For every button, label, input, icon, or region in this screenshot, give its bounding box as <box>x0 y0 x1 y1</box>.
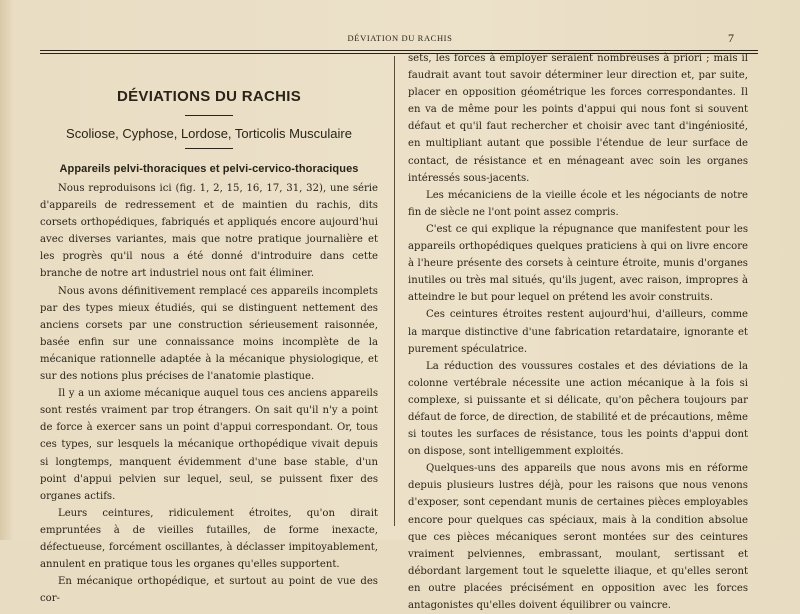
paragraph: Il y a un axiome mécanique auquel tous ces anciens appareils sont restés vraiment par trop étrangers. On sait qu'il n'y a point de force à exercer sans un point d'appui correspondant. Or, tous ces types, sur lesquels la mécanique orthopédique vivait depuis si longtemps, manquent évidemment d'une base stable, d'un point d'appui pelvien sur lequel, seul, se puissent fixer des organes actifs. <box>40 388 378 502</box>
paragraph: C'est ce qui explique la répugnance que manifestent pour les appareils orthopédiques quelques praticiens à qui on livre encore à l'heure présente des corsets à ceinture étroite, munis d'organes inutiles ou très mal situés, qu'ils jugent, avec raison, impropres à atteindre le but pour lequel on prétend les avoir construits. <box>408 223 748 304</box>
chapter-title: DÉVIATIONS DU RACHIS <box>116 88 302 105</box>
paragraph: Nous reproduisons ici (fig. 1, 2, 15, 16, 17, 31, 32), une série d'appareils de redressement et de maintien du rachis, dits corsets orthopédiques, fabriqués et appliqués encore aujourd'hui avec diverses variantes, mais que notre pratique journalière et les progrès qu'il nous a été donné d'introduire dans cette branche de notre art industriel nous ont fait éliminer. <box>40 183 378 280</box>
running-title: DÉVIATION DU RACHIS <box>347 33 453 43</box>
title-rule <box>185 115 233 116</box>
paragraph: Les mécaniciens de la vieille école et les négociants de notre fin de siècle ne l'ont point assez compris. <box>408 189 748 218</box>
paragraph: sets, les forces à employer seraient nombreuses à priori ; mais il faudrait avant tout savoir déterminer leur direction et, par suite, placer en opposition géométrique les forces correspondantes. Il en va de même pour les points d'appui qui nous font si souvent défaut et qu'il faut rechercher et choisir avec tant d'ingéniosité, en multipliant autant que possible l'étendue de leur surface de contact, de résistance et en ménageant avec soin les organes intéressés sous-jacents. <box>408 53 748 184</box>
paragraph: Ces ceintures étroites restent aujourd'hui, d'ailleurs, comme la marque distinctive d'une fabrication retardataire, ignorante et purement spéculatrice. <box>408 309 748 355</box>
paragraph: La réduction des voussures costales et des déviations de la colonne vertébrale nécessite une action mécanique à la fois si complexe, si puissante et si délicate, qu'on pêchera toujours par défaut de force, de direction, de stabilité et de précautions, même si toutes les surfaces de résistance, tous les points d'appui dont on dispose, sont intelligemment exploités. <box>408 360 748 458</box>
paragraph: En mécanique orthopédique, et surtout au point de vue des cor- <box>40 576 378 605</box>
section-heading: Appareils pelvi-thoraciques et pelvi-cervico-thoraciques <box>59 163 359 175</box>
right-column-text <box>408 50 748 614</box>
paragraph: Leurs ceintures, ridiculement étroites, qu'on dirait empruntées à de vieilles futailles, de forme inexacte, défectueuse, forcément oscillantes, à déclasser impitoyablement, annulent en pratique tous les organes qu'elles supportent. <box>40 507 378 571</box>
paragraph: Nous avons définitivement remplacé ces appareils incomplets par des types mieux étudiés, qui se distinguent nettement des anciens corsets par une construction sérieusement raisonnée, basée enfin sur une connaissance moins incomplète de la mécanique rationnelle adaptée à la mécanique physiologique, et sur des notions plus précises de l'anatomie plastique. <box>40 285 378 383</box>
subtitle-rule <box>185 148 233 149</box>
paragraph: Quelques-uns des appareils que nous avons mis en réforme depuis plusieurs lustres déjà, pour les raisons que nous venons d'exposer, sont cependant munis de certaines pièces employables encore pour quelques cas spéciaux, mais à la condition absolue que ces pièces mécaniques seront montées sur des ceintures vraiment pelviennes, embrassant, moulant, sertissant et débordant largement tout le squelette iliaque, et qu'elles seront en outre placées précisément en opposition avec les forces antagonistes qu'elles doivent équilibrer ou vaincre. <box>408 463 748 611</box>
page-number: 7 <box>728 31 734 45</box>
left-column-text <box>40 180 378 607</box>
chapter-subtitle: Scoliose, Cyphose, Lordose, Torticolis Musculaire <box>66 126 352 141</box>
column-divider <box>394 56 395 526</box>
running-head <box>0 33 800 47</box>
